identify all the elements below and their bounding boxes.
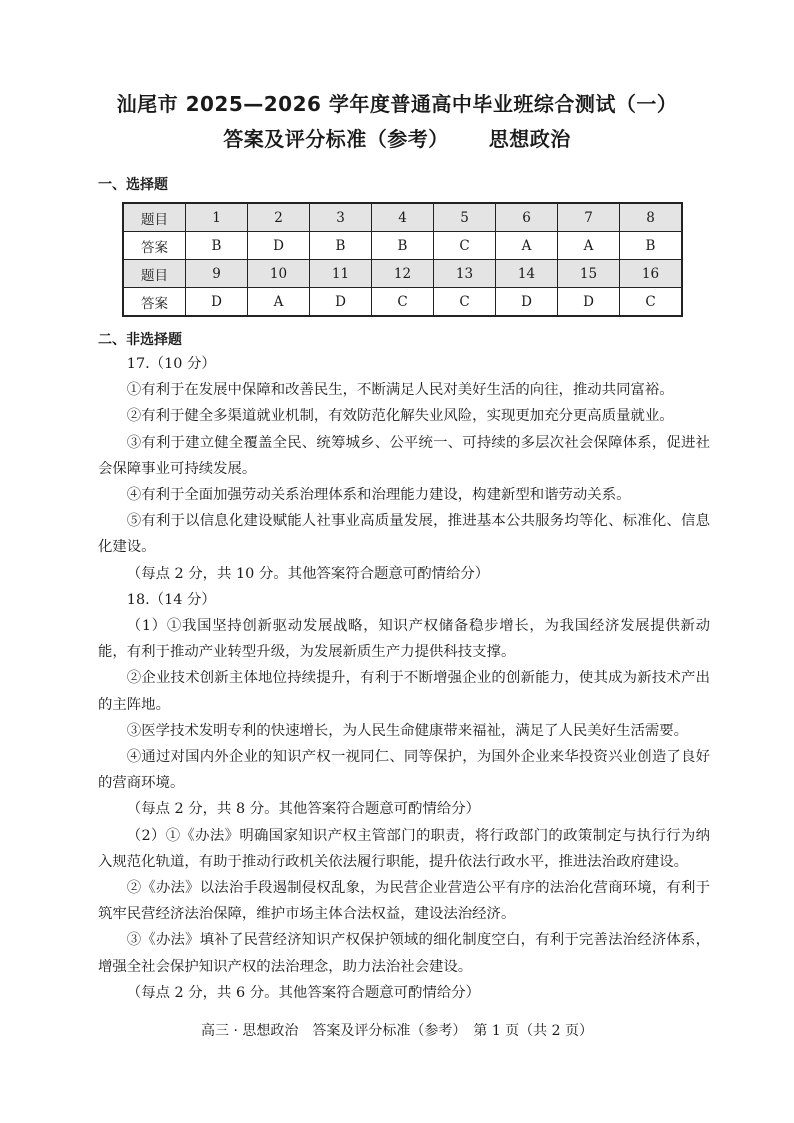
table-cell: C [372,288,434,317]
table-cell: 9 [186,260,248,288]
subtitle-subject: 思想政治 [488,127,571,151]
answer-paragraph: （2）①《办法》明确国家知识产权主管部门的职责，将行政部门的政策制定与执行行为纳入规范化轨道，有助于推动行政机关依法履行职能，提升依法行政水平，推进法治政府建设。 [98,827,710,870]
answer-body [98,351,710,1006]
row-label: 题目 [123,260,186,288]
table-cell: 14 [496,260,558,288]
table-cell: D [248,232,310,260]
table-cell: A [558,232,620,260]
table-cell: B [186,232,248,260]
table-cell: D [310,288,372,317]
answer-paragraph: ②有利于健全多渠道就业机制，有效防范化解失业风险，实现更加充分更高质量就业。 [126,408,674,425]
answer-paragraph: ①有利于在发展中保障和改善民生，不断满足人民对美好生活的向往，推动共同富裕。 [126,382,674,399]
table-cell: A [248,288,310,317]
table-cell: 8 [620,203,683,232]
table-cell: B [310,232,372,260]
answer-paragraph: ②《办法》以法治手段遏制侵权乱象，为民营企业营造公平有序的法治化营商环境，有利于筑牢民营经济法治保障，维护市场主体合法权益，建设法治经济。 [98,880,710,923]
answer-paragraph: ③有利于建立健全覆盖全民、统筹城乡、公平统一、可持续的多层次社会保障体系，促进社会保障事业可持续发展。 [98,434,710,477]
table-cell: A [496,232,558,260]
table-cell: 16 [620,260,683,288]
answer-paragraph: ④有利于全面加强劳动关系治理体系和治理能力建设，构建新型和谐劳动关系。 [126,487,631,504]
answer-paragraph: （每点 2 分，共 6 分。其他答案符合题意可酌情给分） [126,984,481,1001]
table-cell: 3 [310,203,372,232]
table-cell: B [372,232,434,260]
answer-paragraph: ③医学技术发明专利的快速增长，为人民生命健康带来福祉，满足了人民美好生活需要。 [126,722,689,739]
section-heading-nonchoice: 二、非选择题 [98,332,182,348]
answer-paragraph: （每点 2 分，共 10 分。其他答案符合题意可酌情给分） [126,565,490,582]
section-heading-choice: 一、选择题 [98,177,168,193]
answer-paragraph: ⑤有利于以信息化建设赋能人社事业高质量发展，推进基本公共服务均等化、标准化、信息化建设。 [98,513,710,556]
table-cell: D [558,288,620,317]
answer-paragraph: 17.（10 分） [126,356,216,372]
table-cell: C [620,288,683,317]
table-cell: D [496,288,558,317]
document-subtitle [0,123,794,152]
document-title: 汕尾市 2025—2026 学年度普通高中毕业班综合测试（一） [116,92,678,116]
table-row [123,260,682,288]
table-cell: 7 [558,203,620,232]
table-cell: 15 [558,260,620,288]
table-cell: 12 [372,260,434,288]
answer-table [122,202,683,317]
answer-paragraph: 18.（14 分） [126,591,216,608]
table-row [123,203,682,232]
table-cell: 1 [186,203,248,232]
answer-paragraph: ④通过对国内外企业的知识产权一视同仁、同等保护，为国外企业来华投资兴业创造了良好的营商环境。 [98,749,710,792]
row-label: 答案 [123,288,186,317]
answer-paragraph: ③《办法》填补了民营经济知识产权保护领域的细化制度空白，有利于完善法治经济体系，增强全社会保护知识产权的法治理念，助力法治社会建设。 [98,932,710,975]
table-cell: C [434,232,496,260]
table-cell: 13 [434,260,496,288]
table-cell: D [186,288,248,317]
table-row [123,288,682,317]
table-cell: B [620,232,683,260]
table-cell: C [434,288,496,317]
page-footer: 高三 · 思想政治 答案及评分标准（参考） 第 1 页（共 2 页） [201,1023,593,1039]
table-row [123,232,682,260]
subtitle-answer-key: 答案及评分标准（参考） [223,127,449,151]
table-cell: 6 [496,203,558,232]
table-cell: 2 [248,203,310,232]
table-cell: 4 [372,203,434,232]
row-label: 答案 [123,232,186,260]
table-cell: 11 [310,260,372,288]
table-cell: 5 [434,203,496,232]
row-label: 题目 [123,203,186,232]
answer-paragraph: （1）①我国坚持创新驱动发展战略，知识产权储备稳步增长，为我国经济发展提供新动能，有利于推动产业转型升级，为发展新质生产力提供科技支撑。 [98,618,710,661]
answer-paragraph: （每点 2 分，共 8 分。其他答案符合题意可酌情给分） [126,801,481,818]
table-cell: 10 [248,260,310,288]
answer-paragraph: ②企业技术创新主体地位持续提升，有利于不断增强企业的创新能力，使其成为新技术产出的主阵地。 [98,670,710,713]
